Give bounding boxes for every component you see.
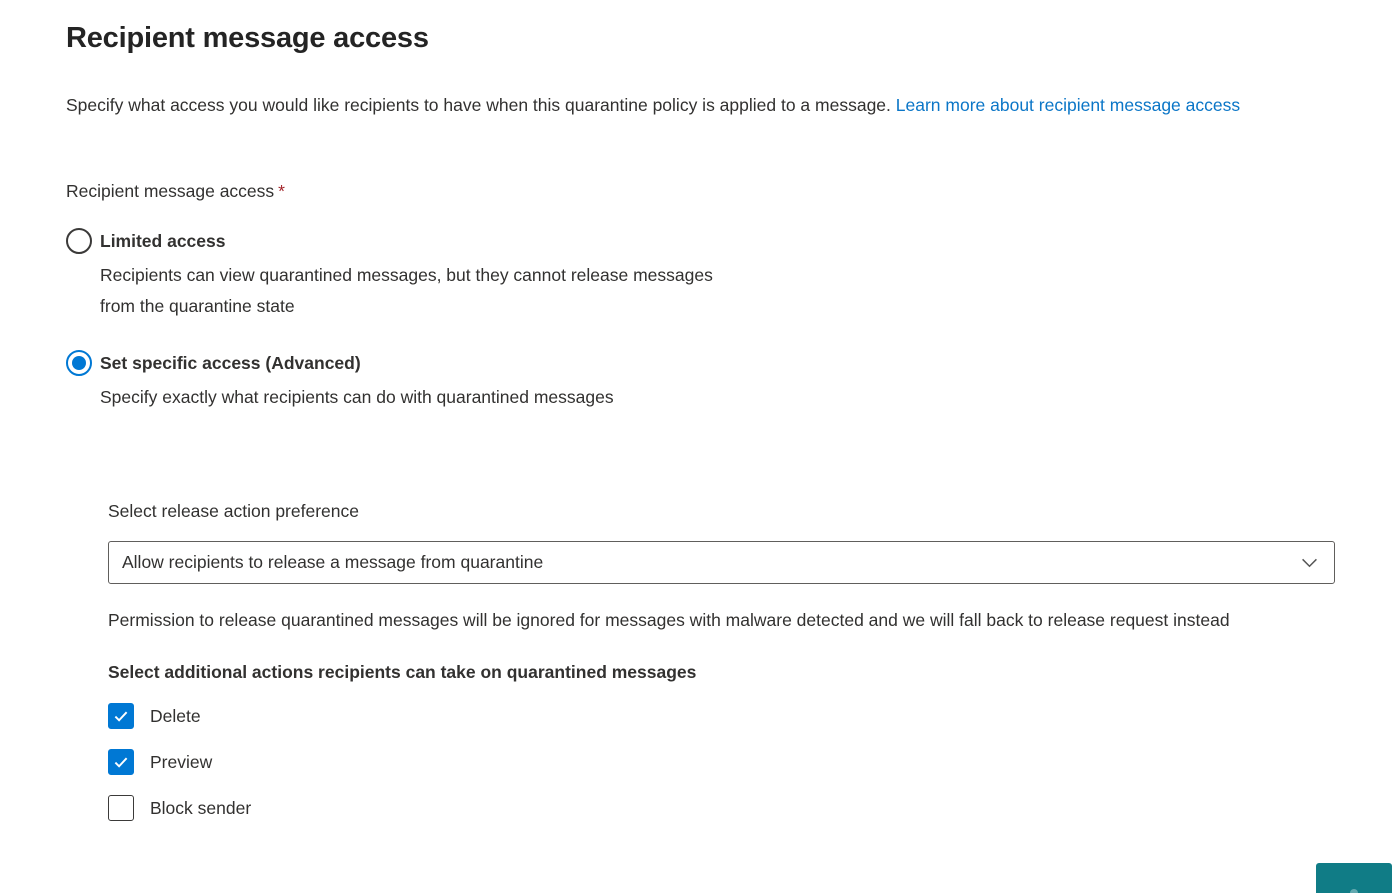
checkmark-icon bbox=[112, 753, 130, 771]
checkbox-row-preview[interactable] bbox=[108, 749, 1335, 775]
release-preference-dropdown[interactable] bbox=[108, 541, 1335, 584]
access-field-label-text: Recipient message access bbox=[66, 181, 275, 201]
checkbox-label: Preview bbox=[150, 751, 213, 772]
radio-row bbox=[66, 228, 1335, 254]
radio-option-description: Specify exactly what recipients can do with quarantined messages bbox=[100, 387, 614, 407]
radio-icon-0[interactable] bbox=[66, 228, 92, 254]
radio-icon-1[interactable] bbox=[66, 350, 92, 376]
radio-option-set-specific-access[interactable] bbox=[66, 350, 1335, 413]
checkbox-icon-1[interactable] bbox=[108, 749, 134, 775]
checkbox-label: Delete bbox=[150, 705, 201, 726]
additional-actions-label: Select additional actions recipients can take on quarantined messages bbox=[108, 662, 697, 682]
checkbox-icon-2[interactable] bbox=[108, 795, 134, 821]
radio-row bbox=[66, 350, 1335, 376]
feedback-button[interactable] bbox=[1316, 863, 1392, 893]
chevron-down-icon bbox=[1301, 554, 1318, 571]
release-preference-note: Permission to release quarantined messages will be ignored for messages with malware detected and we will fall back to release request instead bbox=[108, 610, 1230, 630]
page-description bbox=[66, 91, 1332, 119]
checkbox-icon-0[interactable] bbox=[108, 703, 134, 729]
dropdown-selected-value: Allow recipients to release a message from quarantine bbox=[122, 552, 544, 572]
release-preference-label: Select release action preference bbox=[108, 501, 359, 521]
checkbox-label: Block sender bbox=[150, 797, 252, 818]
radio-option-limited-access[interactable] bbox=[66, 228, 1335, 322]
checkmark-icon bbox=[112, 707, 130, 725]
radio-option-label: Set specific access (Advanced) bbox=[100, 352, 361, 373]
radio-option-label: Limited access bbox=[100, 230, 226, 251]
radio-option-description: Recipients can view quarantined messages, but they cannot release messages from the quarantine state bbox=[100, 265, 713, 316]
advanced-access-section bbox=[108, 501, 1335, 821]
required-asterisk: * bbox=[278, 181, 285, 201]
page-content bbox=[66, 22, 1335, 821]
access-field-label bbox=[66, 181, 1335, 202]
checkbox-row-delete[interactable] bbox=[108, 703, 1335, 729]
learn-more-link[interactable]: Learn more about recipient message access bbox=[895, 95, 1241, 115]
checkbox-row-block-sender[interactable] bbox=[108, 795, 1335, 821]
page-description-text: Specify what access you would like recipients to have when this quarantine policy is applied to a message. bbox=[66, 95, 896, 115]
page-title: Recipient message access bbox=[66, 22, 429, 54]
